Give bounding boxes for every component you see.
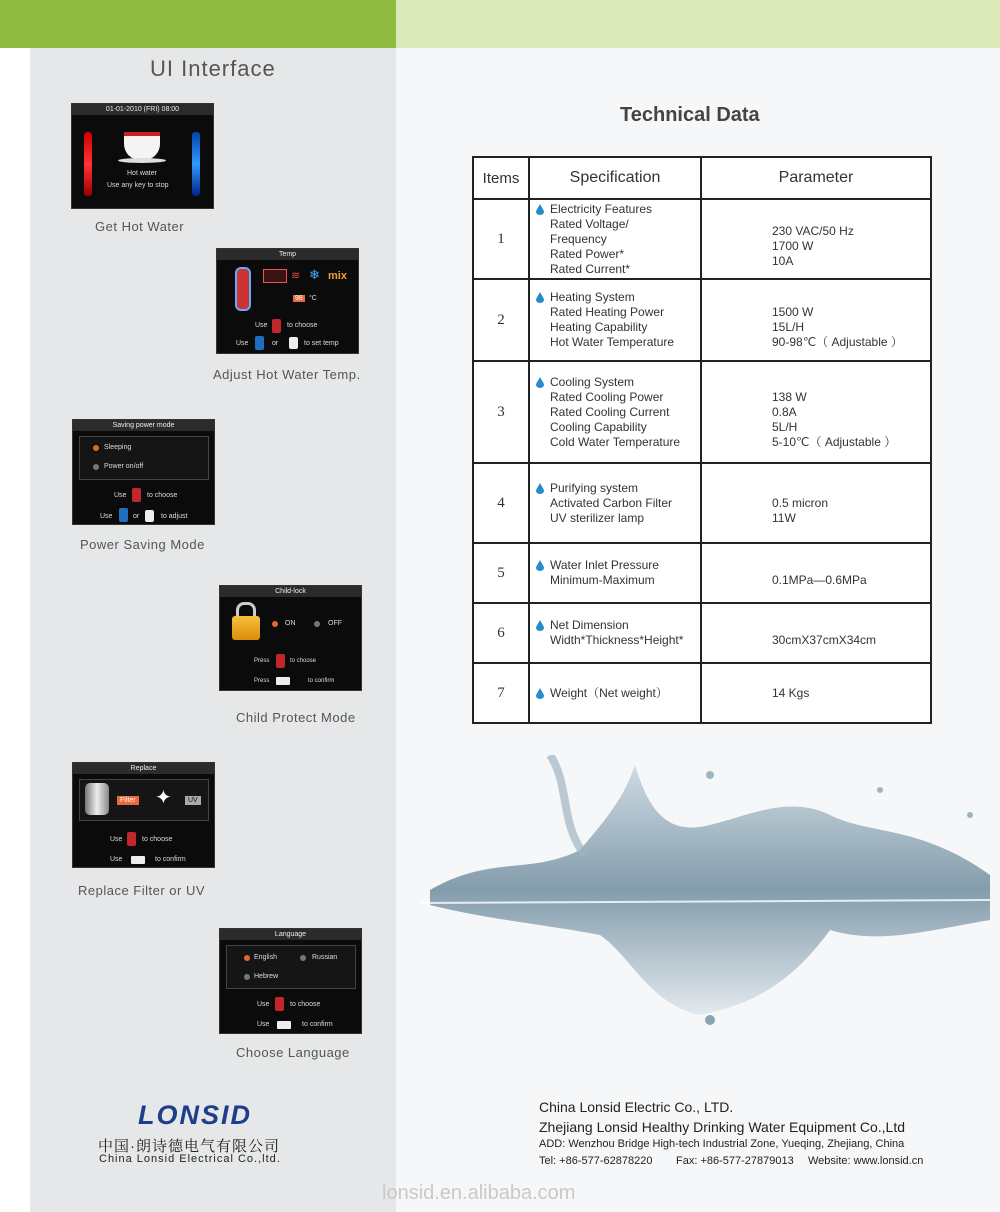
red-key-icon [127, 832, 136, 846]
screen-datetime: 01-01-2010 (FRI) 08:00 [72, 104, 213, 115]
company-fax: Fax: +86-577-27879013 [676, 1155, 794, 1167]
top-green-bar [0, 0, 396, 48]
radio-icon [300, 955, 306, 961]
param-cell [701, 663, 931, 723]
spec-line: Water Inlet Pressure [550, 558, 659, 572]
choose-hint: to choose [290, 658, 317, 664]
lonsid-logo: LONSID [138, 1100, 253, 1130]
screen-header: Saving power mode [73, 420, 214, 431]
param-line [772, 558, 930, 573]
padlock-icon [232, 616, 260, 640]
hot-water-label: Hot water [127, 170, 157, 177]
option-sleeping: Sleeping [104, 444, 132, 451]
item-number: 6 [473, 603, 529, 663]
top-light-green-bar [396, 0, 1000, 48]
use-label: Use [114, 492, 127, 499]
spec-cell [529, 603, 701, 663]
company-website: Website: www.lonsid.cn [808, 1155, 924, 1167]
item-number: 5 [473, 543, 529, 603]
droplet [705, 1015, 715, 1025]
lock-on-label: ON [285, 620, 296, 627]
language-english: English [254, 954, 277, 961]
ui-interface-heading: UI Interface [150, 56, 276, 81]
radio-selected-icon [93, 445, 99, 451]
radio-selected-icon [272, 621, 278, 627]
water-stream [550, 755, 585, 855]
param-line: 30cmX37cmX34cm [772, 633, 877, 647]
table-row [473, 603, 931, 663]
screen-language [219, 928, 362, 1034]
option-power: Power on/off [104, 463, 144, 470]
press-label: Press [254, 658, 270, 664]
mix-label: mix [328, 270, 347, 282]
menu-key-icon [277, 1021, 291, 1029]
item-number: 4 [473, 463, 529, 543]
spec-line: Width*Thickness*Height* [550, 633, 684, 647]
screen-adjust-temp [216, 248, 359, 354]
company-tel: Tel: +86-577-62878220 [539, 1155, 653, 1167]
temp-value: 98 [295, 295, 303, 302]
screen-header: Language [220, 929, 361, 940]
param-line: 14 Kgs [772, 685, 810, 700]
param-line [772, 375, 930, 390]
screen-header: Child-lock [220, 586, 361, 597]
company-name-2: Zhejiang Lonsid Healthy Drinking Water Equipment Co.,Ltd [539, 1119, 906, 1135]
param-line [772, 209, 930, 224]
filter-cartridge-icon [85, 783, 109, 815]
water-drop-icon [536, 560, 544, 571]
spec-line: Rated Cooling Power [550, 389, 664, 404]
caption-get-hot-water: Get Hot Water [95, 219, 185, 234]
technical-data-title: Technical Data [620, 104, 760, 126]
red-key-icon [132, 488, 141, 502]
water-drop-icon [536, 688, 544, 699]
water-drop-icon [536, 483, 544, 494]
red-key-icon [275, 997, 284, 1011]
use-label: Use [257, 1001, 270, 1008]
spec-line: Rated Cooling Current [550, 404, 670, 419]
water-drop-icon [536, 620, 544, 631]
spec-cell [529, 199, 701, 279]
caption-language: Choose Language [236, 1045, 350, 1060]
screen-power-saving [72, 419, 215, 525]
heat-wave-icon: ≋ [291, 270, 301, 282]
language-hebrew: Hebrew [254, 973, 279, 980]
screen-replace [72, 762, 215, 868]
radio-icon [93, 464, 99, 470]
caption-child-lock: Child Protect Mode [236, 710, 356, 725]
choose-hint: to choose [147, 492, 178, 499]
table-row [473, 361, 931, 463]
blue-key-icon [255, 336, 264, 350]
spec-cell [529, 543, 701, 603]
caption-adjust-temp: Adjust Hot Water Temp. [213, 367, 361, 382]
uv-label: UV [185, 796, 201, 805]
param-line [772, 481, 930, 496]
spec-line: Hot Water Temperature [550, 335, 675, 349]
spec-line: Rated Power* [550, 246, 625, 261]
technical-data-table [472, 156, 932, 724]
param-line: 1500 W [772, 305, 814, 319]
header-spec: Specification [529, 157, 701, 199]
water-splash-image [410, 755, 995, 1035]
company-name-1: China Lonsid Electric Co., LTD. [539, 1099, 734, 1115]
spec-line: UV sterilizer lamp [550, 510, 645, 525]
param-cell [701, 361, 931, 463]
table-row [473, 543, 931, 603]
param-line [772, 618, 930, 633]
spec-line: Cooling System [550, 374, 635, 389]
or-label: or [133, 513, 140, 520]
param-line: 1700 W [772, 239, 814, 253]
set-temp-hint: to set temp [304, 340, 339, 347]
param-line: 15L/H [772, 320, 805, 334]
droplet [706, 771, 714, 779]
adjust-hint: to adjust [161, 513, 188, 520]
spec-cell [529, 279, 701, 361]
water-drop-icon [536, 377, 544, 388]
red-key-icon [276, 654, 285, 668]
param-line: 5-10℃（ Adjustable ） [772, 434, 897, 449]
spec-line: Frequency [550, 231, 607, 246]
blue-key-icon [119, 508, 128, 522]
spec-line: Purifying system [550, 480, 639, 495]
splash-body [430, 765, 990, 1015]
param-line: 90-98℃（ Adjustable ） [772, 335, 903, 349]
heater-icon [263, 269, 287, 283]
param-line: 5L/H [772, 419, 798, 434]
confirm-hint: to confirm [308, 678, 335, 684]
temp-unit: °C [309, 295, 317, 302]
use-label: Use [255, 322, 268, 329]
table-header-row [473, 157, 931, 199]
or-label: or [272, 340, 279, 347]
param-cell [701, 603, 931, 663]
spec-line: Net Dimension [550, 618, 629, 632]
options-box [226, 945, 356, 989]
use-label: Use [110, 836, 123, 843]
spec-line: Cold Water Temperature [550, 434, 681, 449]
use-label: Use [257, 1021, 270, 1028]
param-line: 0.5 micron [772, 495, 829, 510]
options-box [79, 436, 209, 480]
item-number: 2 [473, 279, 529, 361]
param-cell [701, 279, 931, 361]
lock-off-label: OFF [328, 620, 342, 627]
header-param: Parameter [701, 157, 931, 199]
param-cell [701, 199, 931, 279]
confirm-hint: to confirm [302, 1021, 333, 1028]
stop-hint: Use any key to stop [107, 182, 169, 189]
param-line [772, 290, 930, 305]
choose-hint: to choose [142, 836, 173, 843]
caption-power-saving: Power Saving Mode [80, 537, 205, 552]
param-cell [701, 463, 931, 543]
droplet [877, 787, 883, 793]
header-items: Items [473, 157, 529, 199]
thermometer-icon [235, 267, 251, 311]
spec-line: Heating System [550, 290, 635, 304]
spec-cell [529, 463, 701, 543]
white-key-icon [289, 337, 298, 349]
item-number: 1 [473, 199, 529, 279]
item-number: 7 [473, 663, 529, 723]
red-key-icon [272, 319, 281, 333]
use-label: Use [236, 340, 249, 347]
table-row [473, 663, 931, 723]
caption-replace: Replace Filter or UV [78, 883, 206, 898]
spec-cell [529, 663, 701, 723]
droplet [967, 812, 973, 818]
screen-header: Temp [217, 249, 358, 260]
logo-chinese-name: 中国·朗诗德电气有限公司 [98, 1138, 280, 1155]
radio-icon [314, 621, 320, 627]
filter-label: Filter [117, 796, 139, 805]
company-address: ADD: Wenzhou Bridge High-tech Industrial Zone, Yueqing, Zhejiang, China [539, 1138, 905, 1150]
choose-hint: to choose [287, 322, 318, 329]
param-line: 0.1MPa—0.6MPa [772, 573, 867, 587]
confirm-hint: to confirm [155, 856, 186, 863]
param-line: 10A [772, 254, 794, 268]
water-drop-icon [536, 204, 544, 215]
spec-line: Heating Capability [550, 320, 648, 334]
choose-hint: to choose [290, 1001, 321, 1008]
hot-tube-icon [84, 132, 92, 196]
use-label: Use [100, 513, 113, 520]
spec-line: Electricity Features [550, 201, 653, 216]
table-row [473, 463, 931, 543]
screen-get-hot-water [71, 103, 214, 209]
radio-icon [244, 974, 250, 980]
table-row [473, 199, 931, 279]
param-line: 0.8A [772, 404, 797, 419]
menu-key-icon [276, 677, 290, 685]
spec-line: Rated Voltage/ [550, 216, 629, 231]
cup-icon [124, 132, 160, 160]
press-label: Press [254, 678, 270, 684]
spec-line: Weight（Net weight） [550, 685, 668, 700]
logo-english-name: China Lonsid Electrical Co.,ltd. [99, 1153, 281, 1165]
spec-line: Cooling Capability [550, 419, 647, 434]
param-line: 230 VAC/50 Hz [772, 224, 854, 238]
spec-line: Rated Heating Power [550, 305, 665, 319]
white-key-icon [145, 510, 154, 522]
param-cell [701, 543, 931, 603]
water-drop-icon [536, 292, 544, 303]
screen-child-lock [219, 585, 362, 691]
spec-line: Minimum-Maximum [550, 573, 655, 587]
language-russian: Russian [312, 954, 338, 961]
radio-selected-icon [244, 955, 250, 961]
screen-header: Replace [73, 763, 214, 774]
use-label: Use [110, 856, 123, 863]
spec-cell [529, 361, 701, 463]
cold-tube-icon [192, 132, 200, 196]
watermark: lonsid.en.alibaba.com [382, 1182, 576, 1204]
spec-line: Activated Carbon Filter [550, 495, 673, 510]
param-line: 138 W [772, 389, 807, 404]
table-row [473, 279, 931, 361]
snowflake-icon: ❄ [309, 267, 320, 282]
menu-key-icon [131, 856, 145, 864]
saucer-icon [118, 158, 166, 163]
param-line: 11W [772, 510, 796, 525]
item-number: 3 [473, 361, 529, 463]
uv-lamp-icon: ✦ [155, 787, 172, 809]
spec-line: Rated Current* [550, 261, 631, 276]
